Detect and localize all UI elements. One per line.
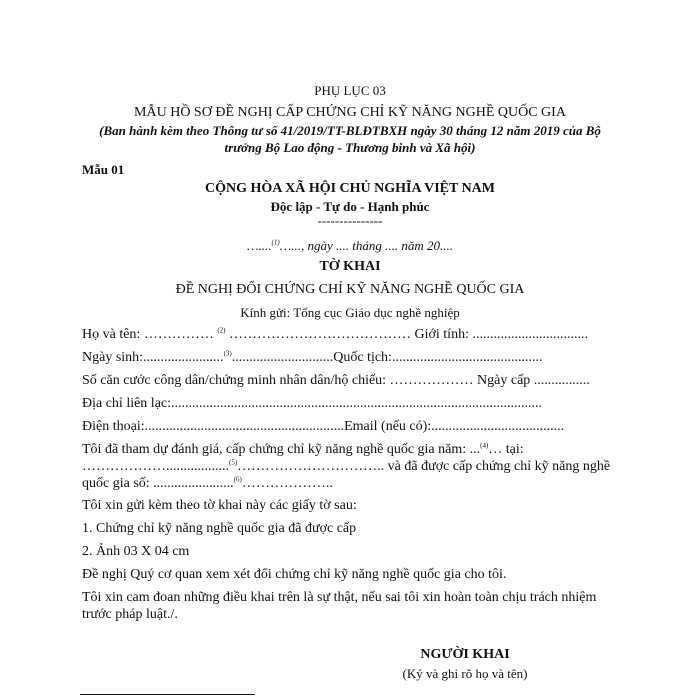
- footnote-rule: [80, 694, 255, 695]
- national-motto: Độc lập - Tự do - Hạnh phúc: [270, 199, 430, 214]
- signer-title: NGƯỜI KHAI: [420, 647, 510, 662]
- appendix-subtitle: MẪU HỒ SƠ ĐỀ NGHỊ CẤP CHỨNG CHỈ KỸ NĂNG NGHỀ QUỐC GIA: [134, 105, 566, 120]
- assessment-line2: ………………..................$^{(5)}$………………………….. và đã được cấp chứng chỉ kỹ năng nghề: [82, 458, 611, 474]
- footnote-ref-5: (5): [229, 458, 238, 467]
- signer-note: (Ký và ghi rõ họ và tên): [402, 666, 528, 681]
- id-number-field: Số căn cước công dân/chứng minh nhân dân/hộ chiếu: ……………… Ngày cấp ................: [82, 373, 590, 388]
- motto-separator: ---------------: [317, 213, 383, 228]
- attachments-intro: Tôi xin gửi kèm theo tờ khai này các giấy tờ sau:: [82, 498, 357, 513]
- commitment-line1: Tôi xin cam đoan những điều khai trên là sự thật, nếu sai tôi xin hoàn toàn chịu trách nhiệm: [82, 590, 597, 605]
- form-code: Mẫu 01: [82, 162, 125, 177]
- footnote-ref-4: (4): [480, 441, 489, 450]
- address-field: Địa chỉ liên lạc:..........................................................................................................: [82, 396, 543, 411]
- recipient: Kính gửi: Tổng cục Giáo dục nghề nghiệp: [240, 305, 460, 320]
- national-title: CỘNG HÒA XÃ HỘI CHỦ NGHĨA VIỆT NAM: [204, 181, 495, 196]
- attachment-item: 2. Ảnh 03 X 04 cm: [82, 544, 190, 559]
- request-text: Đề nghị Quý cơ quan xem xét đổi chứng chỉ kỹ năng nghề quốc gia cho tôi.: [82, 567, 507, 582]
- footnote-ref-1: (1): [271, 238, 280, 247]
- footnote-ref-6: (6): [233, 475, 242, 484]
- form-title: TỜ KHAI: [319, 259, 381, 274]
- issued-note-line1: (Ban hành kèm theo Thông tư số 41/2019/TT-BLĐTBXH ngày 30 tháng 12 năm 2019 của Bộ: [99, 123, 601, 138]
- issued-note-line2: trưởng Bộ Lao động - Thương binh và Xã hội): [224, 140, 476, 155]
- phone-email-field: Điện thoại:.........................................................Email (nếu có):......................................: [82, 419, 565, 434]
- footnote-ref-3: (3): [223, 349, 232, 358]
- name-gender-field: Họ và tên: …………… $^{(2)}$ ………………………………… Giới tính: .................................: [82, 326, 588, 342]
- assessment-line1: Tôi đã tham dự đánh giá, cấp chứng chỉ kỹ năng nghề quốc gia năm: ...$^{(4)}$… tại:: [82, 441, 524, 457]
- place-date-line: …....$^{(1)}$…..., ngày .... tháng .... năm 20....: [246, 238, 454, 253]
- form-heading: ĐỀ NGHỊ ĐỔI CHỨNG CHỈ KỸ NĂNG NGHỀ QUỐC GIA: [175, 282, 525, 297]
- appendix-title: PHỤ LỤC 03: [314, 83, 386, 98]
- footnote-ref-2: (2): [217, 326, 226, 335]
- dob-nationality-field: Ngày sinh:.......................$^{(3)}$.............................Quốc tịch:...........................................: [82, 349, 543, 365]
- assessment-line3: quốc gia số: .......................$^{(6)}$………………..: [82, 475, 333, 491]
- commitment-line2: trước pháp luật./.: [82, 607, 178, 622]
- attachment-item: 1. Chứng chỉ kỹ năng nghề quốc gia đã được cấp: [82, 521, 357, 536]
